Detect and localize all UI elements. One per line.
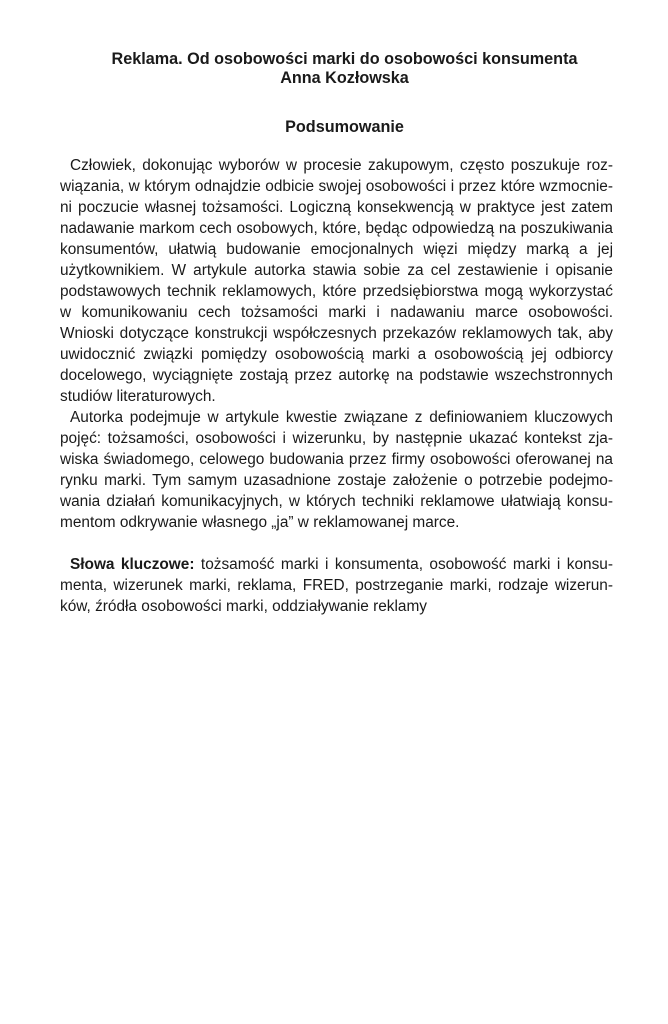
article-title: Reklama. Od osobowości marki do osobowości konsumenta [111,50,578,68]
title-block [76,50,613,88]
document-page [60,50,613,617]
summary-body [60,155,613,533]
keywords-paragraph [60,554,613,617]
keywords-label: Słowa kluczowe: [70,556,195,573]
section-heading: Podsumowanie [285,118,404,136]
summary-paragraph-1: Człowiek, dokonując wyborów w procesie zakupowym, często poszukuje rozwiązania, w którym odnajdzie odbicie swojej osobowości i przez które wzmocnieni poczucie własnej tożsamości. Logiczną konsekwencją w praktyce jest zatem nadawanie markom cech osobowych, które, będąc odpowiedzą na poszukiwania konsumentów, ułatwią budowanie emocjonalnych więzi między marką a jej użytkownikiem. W artykule autorka stawia sobie za cel zestawienie i opisanie podstawowych technik reklamowych, które przedsiębiorstwa mogą wykorzystać w komunikowaniu cech tożsamości marki i nadawaniu marce osobowości. Wnioski dotyczące konstrukcji współczesnych przekazów reklamowych tak, aby uwidocznić związki pomiędzy osobowością marki a osobowością jej odbiorcy docelowego, wyciągnięte zostają przez autorkę na podstawie wszechstronnych studiów literaturowych. [60,157,613,405]
summary-paragraph-2: Autorka podejmuje w artykule kwestie związane z definiowaniem kluczowych pojęć: tożsamości, osobowości i wizerunku, by następnie ukazać kontekst zjawiska świadomego, celowego budowania przez firmy osobowości oferowanej na rynku marki. Tym samym uzasadnione zostaje założenie o potrzebie podejmowania działań komunikacyjnych, w których techniki reklamowe ułatwiają konsumentom odkrywanie własnego „ja” w reklamowanej marce. [60,409,613,531]
article-author: Anna Kozłowska [280,69,409,87]
keywords-text: tożsamość marki i konsumenta, osobowość marki i konsumenta, wizerunek marki, reklama, FRED, postrzeganie marki, rodzaje wizerunków, źródła osobowości marki, oddziaływanie reklamy [60,556,613,615]
